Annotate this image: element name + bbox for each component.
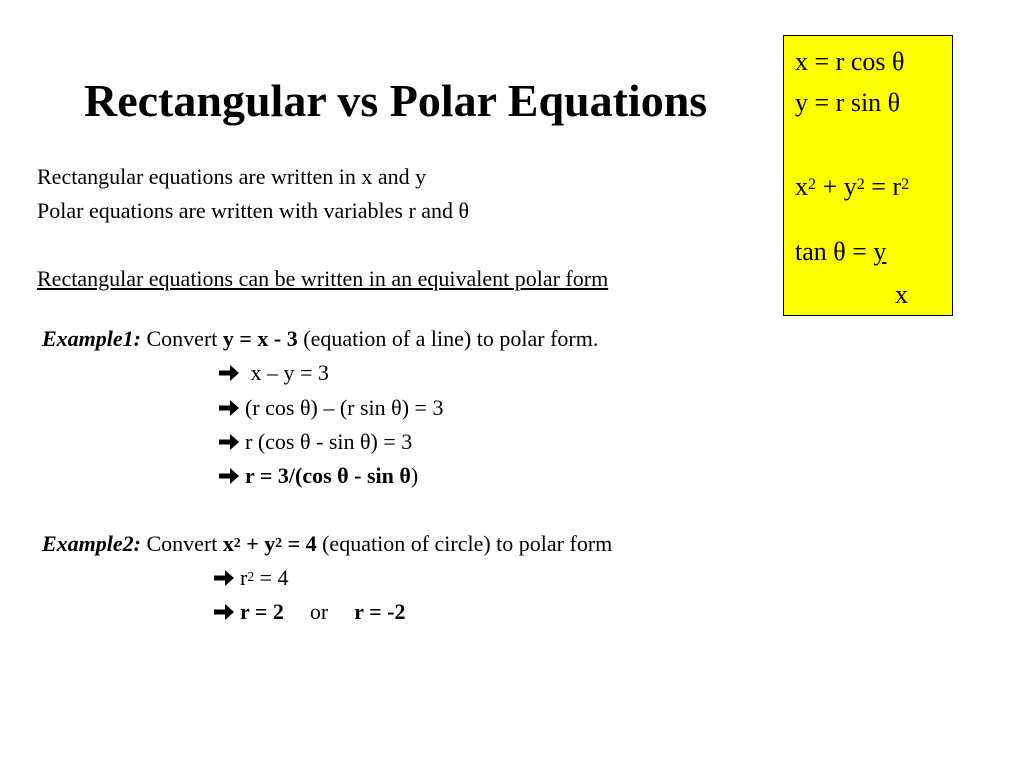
slide-title: Rectangular vs Polar Equations — [84, 75, 708, 126]
example2-step1-sup: 2 — [247, 568, 255, 584]
right-arrow-icon — [218, 463, 240, 489]
example2-equation — [223, 531, 317, 556]
intro-line-polar: Polar equations are written with variables r and θ — [37, 198, 470, 223]
example2-step1-r: r — [240, 565, 248, 590]
example1-description: (equation of a line) to polar form. — [297, 326, 599, 351]
example1-convert: Convert — [141, 326, 223, 351]
example1-step3-text: r (cos θ - sin θ) = 3 — [245, 429, 413, 454]
right-arrow-icon — [218, 395, 240, 421]
right-arrow-icon — [213, 599, 235, 625]
example2-label: Example2: — [42, 531, 141, 556]
example2-eq-x: x — [222, 531, 234, 556]
intro-line-rectangular: Rectangular equations are written in x and y — [37, 164, 427, 189]
example2-step1-rest: = 4 — [254, 565, 289, 590]
example2-eq-rest: = 4 — [282, 531, 317, 556]
formula-tan — [795, 237, 886, 267]
right-arrow-icon — [213, 565, 235, 591]
example1-equation: y = x - 3 — [222, 326, 298, 351]
formula-y: y = r sin θ — [795, 88, 901, 117]
example2-answer-negative: r = -2 — [354, 599, 406, 624]
example2-step2 — [213, 599, 405, 625]
example2-or: or — [309, 599, 329, 624]
example2-description: (equation of circle) to polar form — [316, 531, 613, 556]
right-arrow-icon — [218, 360, 240, 386]
tan-denominator: x — [895, 280, 908, 309]
example2-answer-positive: r = 2 — [240, 599, 284, 624]
formula-pythagorean — [795, 172, 909, 202]
example2-eq-sup2: 2 — [275, 534, 283, 550]
pyth-sup-1: 2 — [808, 176, 817, 194]
tan-prefix: tan θ = — [795, 237, 874, 266]
pyth-x: x — [795, 172, 808, 201]
example1-label: Example1: — [42, 326, 141, 351]
example1-step4-text: r = 3/(cos θ - sin θ — [245, 463, 411, 488]
pyth-eq-r: = r — [864, 172, 902, 201]
example2-convert: Convert — [141, 531, 223, 556]
pyth-sup-2: 2 — [856, 176, 865, 194]
example1-step4-close: ) — [410, 463, 419, 488]
pyth-sup-3: 2 — [901, 176, 910, 194]
formula-x: x = r cos θ — [795, 47, 905, 76]
example1-step1-text: x – y = 3 — [245, 360, 329, 385]
example2-step1 — [213, 565, 289, 591]
example2-eq-plus-y: + y — [240, 531, 276, 556]
example1-heading — [42, 326, 598, 352]
right-arrow-icon — [218, 429, 240, 455]
example1-step4 — [218, 463, 418, 489]
example1-step1 — [218, 360, 329, 386]
intro-line-equivalent: Rectangular equations can be written in an equivalent polar form — [37, 266, 609, 291]
example1-step2 — [218, 395, 443, 421]
example1-step3 — [218, 429, 412, 455]
example2-eq-sup1: 2 — [233, 534, 241, 550]
tan-numerator: y — [873, 237, 887, 266]
example2-heading — [42, 531, 612, 557]
pyth-plus-y: + y — [816, 172, 857, 201]
example1-step2-text: (r cos θ) – (r sin θ) = 3 — [245, 395, 444, 420]
formula-box — [783, 35, 953, 316]
